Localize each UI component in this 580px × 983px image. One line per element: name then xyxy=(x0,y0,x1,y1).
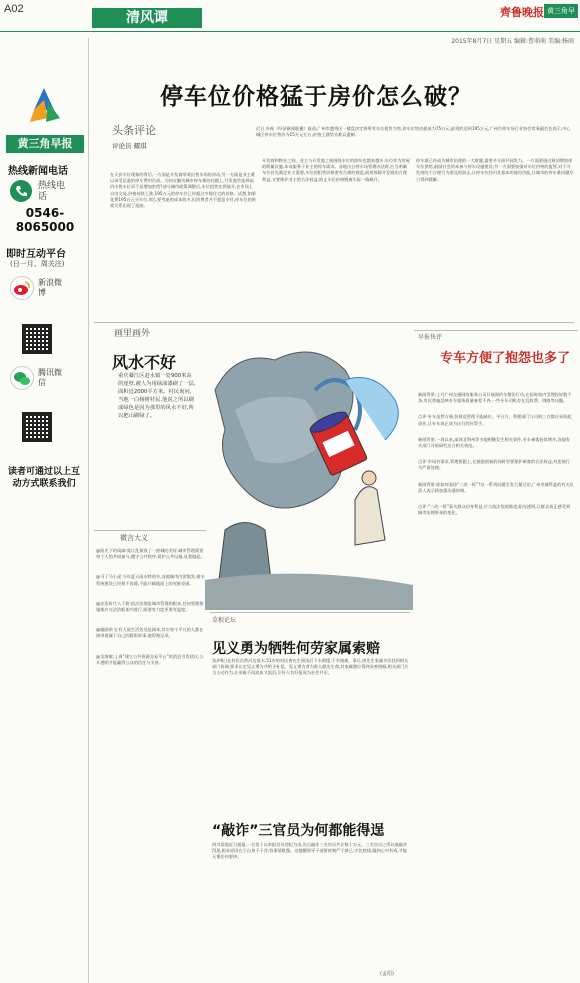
newspaper-name: 齊鲁晚报 xyxy=(500,6,544,19)
article-title-extortion: “敲诈”三官员为何都能得逞 xyxy=(212,823,385,839)
scan-instruction: 读者可通过以上互动方式联系我们 xyxy=(7,467,80,489)
kuaiping-body xyxy=(418,392,574,978)
weibo-qr-code[interactable] xyxy=(22,324,52,354)
wechat-label: 腾讯微信 xyxy=(38,368,62,387)
kuaiping-paragraph: 点评:专车虽然方便,但规范管理不能缺位。平台方、管理部门与司机三方都应承担起责任,让专车真正成为出行的好帮手。 xyxy=(418,414,572,426)
wechat-qr-code[interactable] xyxy=(22,412,52,442)
column-tag: 清风谭 xyxy=(92,8,202,28)
kuaiping-kicker: 早报快评 xyxy=(418,334,443,341)
weiyan-item: @吴海敏:上周“建立公共资源交易平台”的消息引发热议,公开透明才能赢得公众的信任与支持。 xyxy=(96,653,204,665)
weiyan-body xyxy=(96,548,206,978)
kuaiping-title: 专车方便了抱怨也多了 xyxy=(440,351,571,366)
cartoon-title: 风水不好 xyxy=(112,353,177,372)
weiyan-rule xyxy=(94,530,206,531)
page-number: A02 xyxy=(4,3,24,15)
lead-body-col2: 开发商和物业之间、业主与开发商之间围绕车位的纠纷也越来越多,车位作为房屋的附属设施,本该服务于业主的停车需求。各地出台停车场管理办法时,应当明确车位首先满足业主需要,车位的租售价格要有合理的规范,既要保障开发商的合理利益,又要维护业主的合法权益,防止车位价格脱离实际一路飙升。 xyxy=(262,158,410,182)
lead-kicker: 头条评论 xyxy=(112,124,156,137)
cartoon-illustration xyxy=(205,330,413,610)
cartoon-caption: 重庆綦江区赶水镇一处900米高的崖壁,被人为用绿油漆刷了一层,面积近2000平方米。村民询问,当地一白杨树村民,他说之所以刷成绿色是因为那里的风水不好,所以把山刷绿了。 xyxy=(118,373,196,419)
sidebar-logo-text: 黄三角早报 xyxy=(6,135,84,153)
weiyan-item: @编剧余飞:有人说生活处处是剧本,其实每个平凡的人都在演绎着属于自己的精彩故事,值得被记录。 xyxy=(96,627,204,639)
lead-intro: 近日,央视《经济新闻联播》报道,广州市越秀区一楼盘决定将所有车位租售为售,停车位售价最低为75万元,最贵的达到195万元,广州市停车场行业协会常务副会长表示,中心城区停车位售价为15万元左右,价格上涨势头难以遏制。 xyxy=(256,126,571,138)
interact-title: 即时互动平台 xyxy=(6,249,66,260)
article-source: (孟绍) xyxy=(380,971,394,977)
kuaiping-paragraph: 新闻背景:上月广州交通网络服务公司开展网约车整治行动,在短时间内受理投诉数千条,市民普遍反映专车服务质量参差不齐,一些专车司机存在乱收费、绕路等问题。 xyxy=(418,392,572,404)
article-body-extortion: 四川某地近日通报,一名男子以举报官员违纪为由,先后敲诈三名官员共计数十万元。三名官员之所以被敲诈得逞,根本原因在于自身不干净,怕事情败露。这提醒领导干部要时刻严于律己,守住底线,做到心中有戒,才能无惧任何要挟。 xyxy=(212,842,408,860)
weibo-icon[interactable] xyxy=(10,276,34,300)
weiyan-item: @阳光下的雨滴:莫让乱象毁了一座城的美好,城市管理需要每个人的共同参与,遵守公共秩序,爱护公共设施,从我做起。 xyxy=(96,548,205,560)
weiyan-kicker: 微言大义 xyxy=(120,534,148,542)
lead-body-col1: 在天价车位现象的背后,一方面是开发商举爱出售车场的冲动,另一方面是业主难以承受沉重的停车费用负担。为何在解决城市停车难的问题上,开发商会选择高价出售车位而不是增加供给?部分城市政策调整后,车位租售比例放开,在市场上自由交易,价格持续上涨,195万元的停车位已经超过多数住宅的价格。试想,如果花费195万元买车位,那么要考虑的成本很多,但消费者并不愿意支付,停车位的供需关系出现了扭曲。 xyxy=(110,172,256,209)
main-headline: 停车位价格猛于房价怎么破？ xyxy=(160,83,472,110)
lead-kicker-box xyxy=(112,122,252,162)
lead-body-col3: 停车难已经成为城市治理的一大难题,需要多方面共同发力。一方面要通过规划增加停车位供给,鼓励社会资本参与停车设施建设;另一方面要加强对车位价格的监管,对于开发商的不合理行为要及时纠正,让停车位回归其基本的使用功能,让城市的停车难问题早日得到缓解。 xyxy=(416,158,574,182)
interact-subtitle: (日一月、周关注) xyxy=(10,260,65,268)
weiyan-item: @马丁马小虎:今年夏天雨水特别多,各地城市内涝频发,排水系统建设已经刻不容缓,不能只顾地面上的光鲜亮丽。 xyxy=(96,574,205,586)
section-divider xyxy=(94,322,574,323)
weibo-label: 新浪微博 xyxy=(38,278,62,297)
sidebar xyxy=(0,38,88,983)
kuaiping-paragraph: 新闻背景:一周以来,深圳北利州等多地相继发生相关事件,专车乘客投诉增多,各地有关部门开始研究出台相关规范。 xyxy=(418,436,570,449)
kuaiping-paragraph: 新闻背景:你如何看待“三改一拆”?这一系列问题引发大量讨论,广州市城管委的有关负责人表示将加强沟通协调。 xyxy=(418,481,574,493)
article-body-heroism: 张炉8日在村民自然河边落水,51岁的村民唐先生闻讯后下水救援,不幸遇难。事后,唐先生家属多次找到相关部门协调,要求认定见义勇为并给予补偿。见义勇为者为救人献出生命,其家属理应得到妥善照顾,相关部门应当主动作为,让英雄不再流血又流泪,让好人有好报成为社会共识。 xyxy=(212,658,409,676)
weiyan-item: @法治时代人于简:依法治理是城市管理的根本,任何管理措施都应在法治框架内进行,既要有力度更要有温度。 xyxy=(96,600,204,613)
article-rule xyxy=(210,612,410,613)
article-title-heroism: 见义勇为牺牲何劳家属索赔 xyxy=(212,641,380,657)
issue-meta: 2015年8月7日 星期五 编辑:曹萌萌 美编:杨雨 xyxy=(451,38,574,45)
logo-icon xyxy=(28,88,60,132)
lead-byline: 评论员 耀琪 xyxy=(112,142,147,150)
kuaiping-rule xyxy=(414,330,578,331)
kuaiping-paragraph: 点评:市场有需求,管理要跟上,在鼓励创新的同时更要保护乘客的合法权益,对违规行为严肃处理。 xyxy=(418,459,570,471)
phone-icon xyxy=(10,180,32,202)
hotline-title: 热线新闻电话 xyxy=(8,166,68,177)
header-rule xyxy=(0,31,580,32)
kuaiping-paragraph: 点评:“三改一拆”事关群众切身利益,应当依法依规推进,阳光透明,让群众真正感受到城市治理带来的变化。 xyxy=(418,504,571,516)
cartoon-kicker: 画里画外 xyxy=(114,329,151,339)
edition-badge: 黄三角早报 xyxy=(544,4,578,18)
hotline-label: 热线电话 xyxy=(38,181,66,202)
sidebar-divider xyxy=(88,38,89,983)
wechat-icon[interactable] xyxy=(10,366,34,390)
article-kicker: 草根论坛 xyxy=(212,617,237,624)
hotline-number: 0546-8065000 xyxy=(15,206,75,234)
